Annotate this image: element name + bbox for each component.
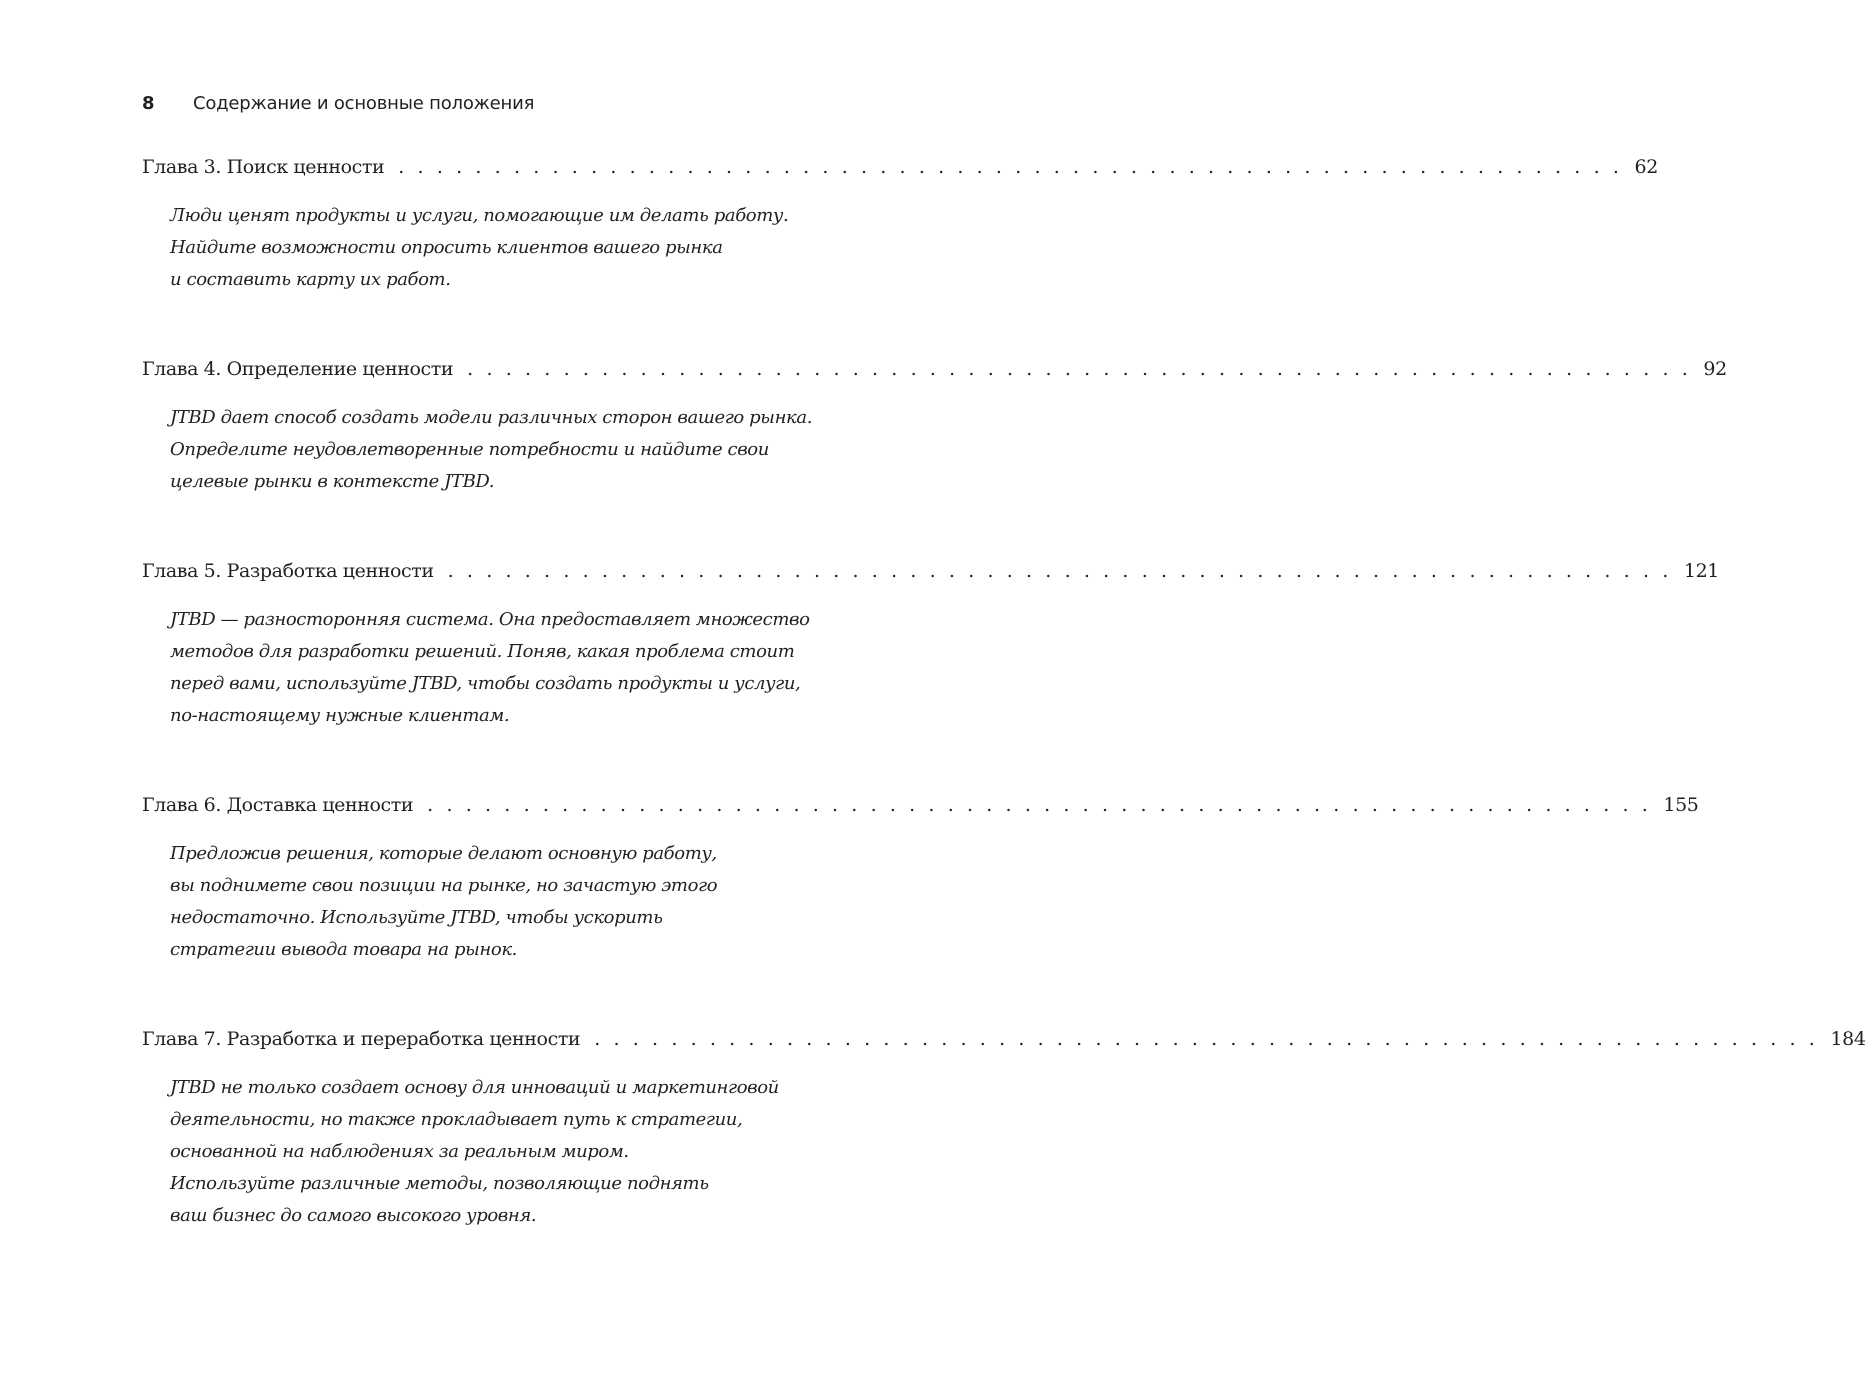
summary-line: стратегии вывода товара на рынок. [170, 939, 517, 960]
summary-line: JTBD дает способ создать модели различных сторон вашего рынка. [170, 407, 813, 428]
chapter-page-number[interactable]: 121 [1683, 560, 1719, 582]
summary-line: и составить карту их работ. [170, 269, 451, 290]
chapter-summary [142, 1072, 834, 1232]
chapter-title[interactable]: Глава 6. Доставка ценности [142, 794, 414, 816]
summary-line: Предложив решения, которые делают основную работу, [170, 843, 717, 864]
chapter-page-number[interactable]: 92 [1703, 358, 1727, 380]
summary-line: основанной на наблюдениях за реальным миром. [170, 1141, 629, 1162]
summary-line: вы поднимете свои позиции на рынке, но зачастую этого [170, 875, 718, 896]
dot-leader: . . . . . . . . . . . . . . . . . . . . . . . . . . . . . . . . . . . . . . . . . . . . . . . . . . . . . . . . . . . . . . . . [447, 560, 1672, 582]
summary-line: Используйте различные методы, позволяющие поднять [170, 1173, 709, 1194]
toc-entry-title-row[interactable] [142, 154, 1658, 180]
chapter-summary [142, 838, 834, 966]
dot-leader: . . . . . . . . . . . . . . . . . . . . . . . . . . . . . . . . . . . . . . . . . . . . . . . . . . . . . . . . . . . . . . . . [427, 794, 1652, 816]
running-title: Содержание и основные положения [193, 93, 535, 114]
toc-entry-chapter-6[interactable] [142, 792, 1699, 966]
toc-entry-title-row[interactable] [142, 558, 1719, 584]
summary-line: методов для разработки решений. Поняв, какая проблема стоит [170, 641, 795, 662]
toc-entry-title-row[interactable] [142, 792, 1699, 818]
summary-line: Найдите возможности опросить клиентов вашего рынка [170, 237, 723, 258]
page-number: 8 [142, 93, 155, 114]
chapter-title[interactable]: Глава 5. Разработка ценности [142, 560, 434, 582]
dot-leader: . . . . . . . . . . . . . . . . . . . . . . . . . . . . . . . . . . . . . . . . . . . . . . . . . . . . . . . . . . . . . . . . [594, 1028, 1819, 1050]
chapter-summary [142, 402, 834, 498]
dot-leader: . . . . . . . . . . . . . . . . . . . . . . . . . . . . . . . . . . . . . . . . . . . . . . . . . . . . . . . . . . . . . . . . [467, 358, 1692, 380]
summary-line: Определите неудовлетворенные потребности и найдите свои [170, 439, 769, 460]
summary-line: недостаточно. Используйте JTBD, чтобы ускорить [170, 907, 663, 928]
summary-line: Люди ценят продукты и услуги, помогающие им делать работу. [170, 205, 789, 226]
summary-line: JTBD не только создает основу для инноваций и маркетинговой [170, 1077, 779, 1098]
toc-entry-title-row[interactable] [142, 1026, 1866, 1052]
summary-line: целевые рынки в контексте JTBD. [170, 471, 495, 492]
chapter-title[interactable]: Глава 4. Определение ценности [142, 358, 454, 380]
chapter-page-number[interactable]: 155 [1663, 794, 1699, 816]
toc-entry-chapter-3[interactable] [142, 154, 1658, 296]
toc-entry-chapter-7[interactable] [142, 1026, 1866, 1232]
chapter-page-number[interactable]: 62 [1634, 156, 1658, 178]
chapter-title[interactable]: Глава 3. Поиск ценности [142, 156, 385, 178]
summary-line: перед вами, используйте JTBD, чтобы создать продукты и услуги, [170, 673, 801, 694]
summary-line: деятельности, но также прокладывает путь к стратегии, [170, 1109, 743, 1130]
summary-line: по-настоящему нужные клиентам. [170, 705, 510, 726]
summary-line: ваш бизнес до самого высокого уровня. [170, 1205, 537, 1226]
chapter-title[interactable]: Глава 7. Разработка и переработка ценности [142, 1028, 581, 1050]
toc-entry-chapter-5[interactable] [142, 558, 1719, 732]
dot-leader: . . . . . . . . . . . . . . . . . . . . . . . . . . . . . . . . . . . . . . . . . . . . . . . . . . . . . . . . . . . . . . . . [398, 156, 1623, 178]
toc-entry-title-row[interactable] [142, 356, 1727, 382]
chapter-summary [142, 604, 834, 732]
running-head [142, 93, 534, 121]
chapter-summary [142, 200, 834, 296]
toc-entry-chapter-4[interactable] [142, 356, 1727, 498]
summary-line: JTBD — разносторонняя система. Она предоставляет множество [170, 609, 810, 630]
chapter-page-number[interactable]: 184 [1830, 1028, 1866, 1050]
